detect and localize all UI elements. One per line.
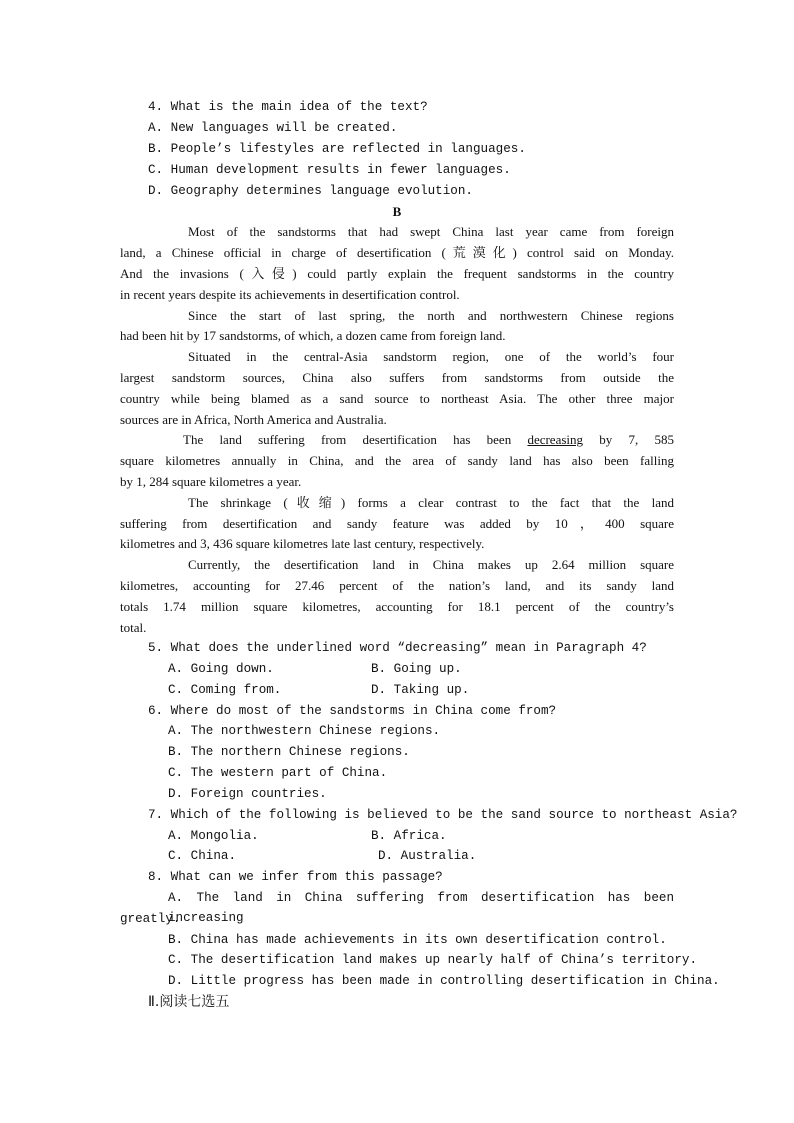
p3-line-2: largest sandstorm sources, China also suffers from sandstorms from outside the [120,370,674,385]
p1-line-3: And the invasions (入侵) could partly explain the frequent sandstorms in the country [120,266,674,281]
q6-option-c: C. The western part of China. [168,766,388,780]
p4-line-2: square kilometres annually in China, and the area of sandy land has also been falling [120,453,674,468]
q6-question: 6. Where do most of the sandstorms in China come from? [148,704,557,718]
q6-option-b: B. The northern Chinese regions. [168,745,410,759]
q8-option-b: B. China has made achievements in its own desertification control. [168,933,667,947]
section-2-heading: Ⅱ.阅读七选五 [148,994,230,1010]
q7-option-d: D. Australia. [378,849,477,863]
p4-line-1-before: The land suffering from desertification has been [183,432,528,447]
q5-option-d: D. Taking up. [371,683,470,697]
p3-line-4: sources are in Africa, North America and Australia. [120,412,387,427]
p5-line-2: suffering from desertification and sandy feature was added by 10，400 square [120,516,674,531]
q7-question: 7. Which of the following is believed to be the sand source to northeast Asia? [148,808,738,822]
q8-question: 8. What can we infer from this passage? [148,870,443,884]
q4-option-b: B. People’s lifestyles are reflected in languages. [148,142,526,156]
passage-b-heading: B [392,204,402,219]
p6-line-2: kilometres, accounting for 27.46 percent of the nation’s land, and its sandy land [120,578,674,593]
q8-option-a-line-1: A. The land in China suffering from desertification has been increasing [168,891,674,925]
q4-option-d: D. Geography determines language evolution. [148,184,473,198]
p1-line-1: Most of the sandstorms that had swept China last year came from foreign [188,224,674,239]
p5-line-3: kilometres and 3, 436 square kilometres late last century, respectively. [120,536,485,551]
q5-option-c: C. Coming from. [168,683,282,697]
q5-question: 5. What does the underlined word “decreasing” mean in Paragraph 4? [148,641,647,655]
q6-option-d: D. Foreign countries. [168,787,327,801]
p4-line-1-after: by 7, 585 [583,432,674,447]
q7-option-b: B. Africa. [371,829,447,843]
underlined-word-decreasing: decreasing [527,432,584,447]
p6-line-1: Currently, the desertification land in China makes up 2.64 million square [188,557,674,572]
q8-option-d: D. Little progress has been made in controlling desertification in China. [168,974,720,988]
q7-option-a: A. Mongolia. [168,829,259,843]
p6-line-4: total. [120,620,147,635]
q4-question: 4. What is the main idea of the text? [148,100,428,114]
q5-option-a: A. Going down. [168,662,274,676]
p4-line-3: by 1, 284 square kilometres a year. [120,474,302,489]
p2-line-2: had been hit by 17 sandstorms, of which, a dozen came from foreign land. [120,328,506,343]
p1-line-4: in recent years despite its achievements in desertification control. [120,287,460,302]
p1-line-2: land, a Chinese official in charge of desertification (荒漠化) control said on Monday. [120,245,674,260]
q7-option-c: C. China. [168,849,237,863]
q4-option-a: A. New languages will be created. [148,121,398,135]
p6-line-3: totals 1.74 million square kilometres, accounting for 18.1 percent of the country’s [120,599,674,614]
p4-line-1 [183,430,674,450]
q6-option-a: A. The northwestern Chinese regions. [168,724,441,738]
p2-line-1: Since the start of last spring, the north and northwestern Chinese regions [188,308,674,323]
p3-line-3: country while being blamed as a sand source to northeast Asia. The other three major [120,391,674,406]
q8-option-a-line-2: greatly. [120,912,181,926]
q5-option-b: B. Going up. [371,662,462,676]
q4-option-c: C. Human development results in fewer languages. [148,163,511,177]
q8-option-c: C. The desertification land makes up nearly half of China’s territory. [168,953,698,967]
p3-line-1: Situated in the central-Asia sandstorm region, one of the world’s four [188,349,674,364]
p5-line-1: The shrinkage (收缩) forms a clear contrast to the fact that the land [188,495,674,510]
